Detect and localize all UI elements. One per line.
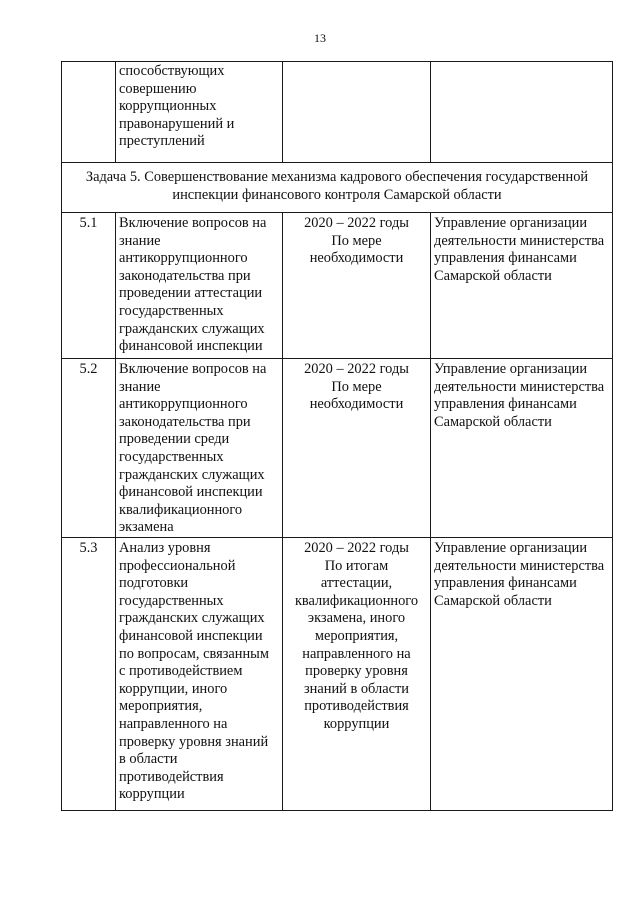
activity-line: с противодействием — [119, 663, 243, 680]
date-line: квалификационного — [294, 592, 419, 609]
task-header-line: Задача 5. Совершенствование механизма кадрового обеспечения государственной — [85, 169, 589, 185]
date-line: направленного на — [302, 645, 411, 662]
activity-line: противодействия — [119, 768, 224, 785]
responsible-line: управления финансами — [434, 396, 577, 413]
date-line: экзамена, иного — [307, 610, 406, 627]
activity-line: финансовой инспекции — [119, 484, 263, 501]
number-cell — [62, 62, 116, 163]
task-header-cell — [62, 163, 613, 213]
table-row — [62, 213, 613, 359]
date-line: проверку уровня — [305, 663, 408, 680]
row-number: 5.1 — [62, 213, 116, 359]
table-row — [62, 538, 613, 811]
date-line: По мере — [331, 232, 382, 249]
activity-line: Включение вопросов на — [119, 361, 267, 377]
table-row — [62, 359, 613, 538]
date-line: знаний в области — [304, 680, 409, 697]
activity-line: в области — [119, 751, 178, 768]
activity-line: коррупции — [119, 786, 185, 803]
activity-line: гражданских служащих — [119, 320, 265, 337]
activity-line: государственных — [119, 302, 224, 319]
responsible-cell — [431, 538, 613, 811]
date-line: мероприятия, — [314, 627, 399, 644]
date-line: 2020 – 2022 годы — [304, 215, 409, 231]
date-line: 2020 – 2022 годы — [304, 540, 409, 556]
responsible-line: Управление организации — [434, 215, 588, 231]
activity-line: подготовки — [119, 575, 189, 592]
responsible-line: Самарской области — [434, 592, 552, 609]
responsible-line: Управление организации — [434, 361, 588, 377]
activity-line: мероприятия, — [119, 698, 203, 715]
activity-line: Анализ уровня — [119, 540, 211, 556]
date-line: противодействия — [304, 698, 409, 715]
responsible-line: Самарской области — [434, 267, 552, 284]
row-number: 5.3 — [62, 538, 116, 811]
activity-line: финансовой инспекции — [119, 627, 263, 644]
activity-line: проведении аттестации — [119, 285, 263, 302]
table-row-continuation — [62, 62, 613, 163]
dates-cell — [283, 359, 431, 538]
date-line: необходимости — [309, 250, 404, 267]
activity-cell — [116, 213, 283, 359]
responsible-line: деятельности министерства — [434, 378, 605, 395]
activity-line: законодательства при — [119, 413, 251, 430]
activity-line: Включение вопросов на — [119, 215, 267, 231]
activity-line: знание — [119, 232, 161, 249]
responsible-line: управления финансами — [434, 250, 577, 267]
date-line: необходимости — [309, 396, 404, 413]
date-line: По мере — [331, 378, 382, 395]
activity-cell — [116, 62, 283, 163]
activity-line: антикоррупционного — [119, 396, 248, 413]
responsible-line: деятельности министерства — [434, 232, 605, 249]
activity-line: преступлений — [119, 133, 205, 150]
action-plan-table — [61, 61, 613, 811]
activity-line: государственных — [119, 592, 224, 609]
activity-line: знание — [119, 378, 161, 395]
dates-cell — [283, 538, 431, 811]
responsible-cell — [431, 213, 613, 359]
activity-line: экзамена — [119, 519, 174, 536]
date-line: коррупции — [323, 715, 390, 732]
date-line: аттестации, — [320, 575, 393, 592]
activity-line: профессиональной — [119, 557, 236, 574]
activity-line: финансовой инспекции — [119, 338, 263, 355]
responsible-line: деятельности министерства — [434, 557, 605, 574]
date-line: По итогам — [324, 557, 389, 574]
activity-line: способствующих — [119, 63, 225, 79]
task-header-row — [62, 163, 613, 213]
activity-line: коррупции, иного — [119, 680, 228, 697]
activity-line: проверку уровня знаний — [119, 733, 269, 750]
responsible-line: Самарской области — [434, 413, 552, 430]
activity-line: антикоррупционного — [119, 250, 248, 267]
activity-line: по вопросам, связанным — [119, 645, 269, 662]
activity-line: государственных — [119, 448, 224, 465]
task-header-line: инспекции финансового контроля Самарской области — [172, 186, 502, 203]
responsible-cell — [431, 62, 613, 163]
row-number: 5.2 — [62, 359, 116, 538]
activity-cell — [116, 538, 283, 811]
activity-line: совершению — [119, 80, 197, 97]
date-line: 2020 – 2022 годы — [304, 361, 409, 377]
activity-line: направленного на — [119, 715, 228, 732]
dates-cell — [283, 62, 431, 163]
responsible-line: управления финансами — [434, 575, 577, 592]
dates-cell — [283, 213, 431, 359]
activity-line: гражданских служащих — [119, 466, 265, 483]
activity-line: квалификационного — [119, 501, 243, 518]
activity-line: проведении среди — [119, 431, 230, 448]
activity-cell — [116, 359, 283, 538]
activity-line: правонарушений и — [119, 115, 235, 132]
activity-line: гражданских служащих — [119, 610, 265, 627]
activity-line: законодательства при — [119, 267, 251, 284]
page-number: 13 — [314, 31, 326, 45]
responsible-cell — [431, 359, 613, 538]
activity-line: коррупционных — [119, 98, 217, 115]
responsible-line: Управление организации — [434, 540, 588, 556]
